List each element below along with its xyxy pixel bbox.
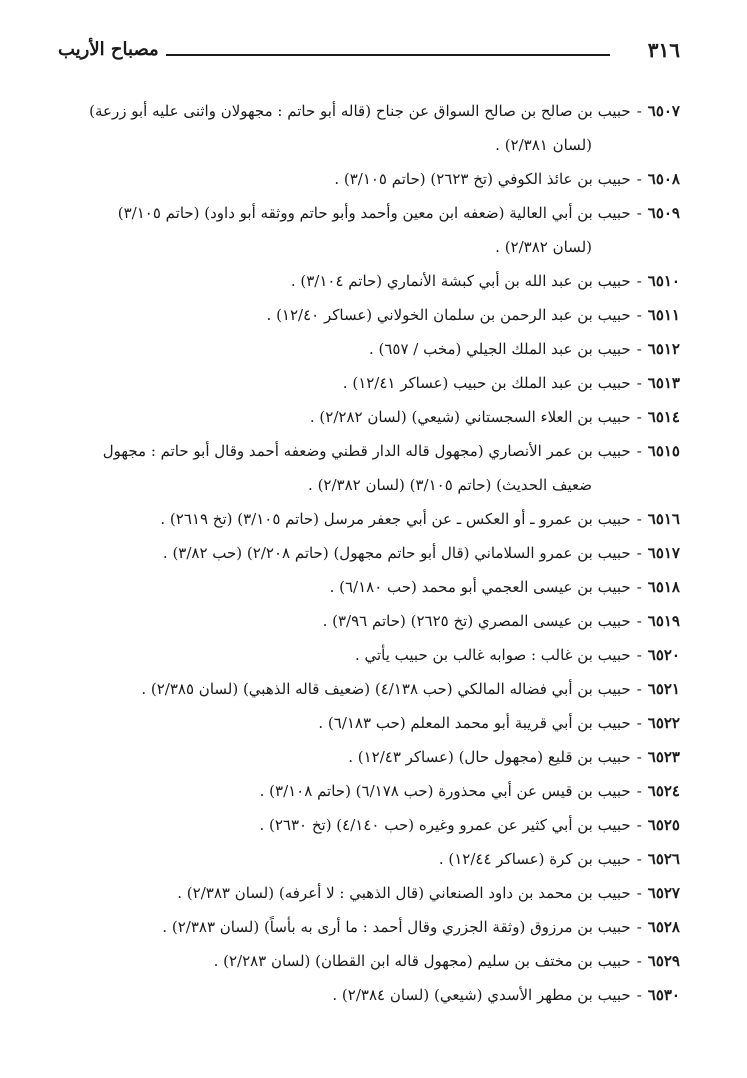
entry-continuation: ضعيف الحديث) (حاتم ٣/١٠٥) (لسان ٢/٣٨٢) .: [308, 476, 592, 494]
entry-number: ٦٥١٢: [647, 340, 680, 358]
entry-text: حبيب بن عبد الملك الجيلي (مخب / ٦٥٧) .: [368, 340, 631, 358]
entry-continuation: (لسان ٢/٣٨٢) .: [495, 238, 592, 256]
entry-item: [58, 978, 680, 1012]
entry-item: [58, 536, 680, 570]
entry-dash: -: [636, 442, 642, 460]
entry-text: حبيب بن مختف بن سليم (مجهول قاله ابن القطان) (لسان ٢/٢٨٣) .: [213, 952, 631, 970]
entry-text: حبيب بن عمرو السلاماني (قال أبو حاتم مجهول) (حاتم ٢/٢٠٨) (حب ٣/٨٢) .: [162, 544, 631, 562]
entry-item: [58, 332, 680, 366]
entry-dash: -: [636, 714, 642, 732]
entry-dash: -: [636, 272, 642, 290]
entry-dash: -: [636, 816, 642, 834]
entry-item: [58, 944, 680, 978]
entry-text: حبيب بن أبي فضاله المالكي (حب ٤/١٣٨) (ضعيف قاله الذهبي) (لسان ٢/٣٨٥) .: [141, 680, 631, 698]
entry-item: [58, 910, 680, 944]
page-number: ٣١٦: [647, 38, 680, 62]
entry-dash: -: [636, 612, 642, 630]
entry-text: حبيب بن قليع (مجهول حال) (عساكر ١٢/٤٣) .: [348, 748, 631, 766]
entry-item: [58, 366, 680, 400]
entry-dash: -: [636, 510, 642, 528]
entry-list: [58, 94, 680, 1012]
entry-dash: -: [636, 952, 642, 970]
entry-number: ٦٥٢٧: [647, 884, 680, 902]
entry-dash: -: [636, 340, 642, 358]
entry-dash: -: [636, 884, 642, 902]
entry-item: [58, 808, 680, 842]
entry-text: حبيب بن العلاء السجستاني (شيعي) (لسان ٢/٢٨٢) .: [309, 408, 631, 426]
entry-number: ٦٥٠٧: [647, 102, 680, 120]
entry-number: ٦٥١٧: [647, 544, 680, 562]
entry-number: ٦٥٢٥: [647, 816, 680, 834]
entry-number: ٦٥١٦: [647, 510, 680, 528]
entry-number: ٦٥٠٨: [647, 170, 680, 188]
entry-text: حبيب بن عمرو ـ أو العكس ـ عن أبي جعفر مرسل (حاتم ٣/١٠٥) (تخ ٢٦١٩) .: [160, 510, 631, 528]
entry-item: [58, 842, 680, 876]
entry-item: [58, 638, 680, 672]
entry-item: [58, 264, 680, 298]
entry-number: ٦٥١٩: [647, 612, 680, 630]
entry-number: ٦٥١٣: [647, 374, 680, 392]
entry-number: ٦٥١٤: [647, 408, 680, 426]
entry-item: [58, 162, 680, 196]
entry-dash: -: [636, 850, 642, 868]
entry-dash: -: [636, 374, 642, 392]
entry-text: حبيب بن كرة (عساكر ١٢/٤٤) .: [438, 850, 631, 868]
entry-text: حبيب بن غالب : صوابه غالب بن حبيب يأتي .: [354, 646, 631, 664]
entry-number: ٦٥٢٤: [647, 782, 680, 800]
entry-item: [58, 706, 680, 740]
entry-text: حبيب بن عبد الله بن أبي كبشة الأنماري (حاتم ٣/١٠٤) .: [290, 272, 631, 290]
entry-dash: -: [636, 578, 642, 596]
entry-text: حبيب بن مطهر الأسدي (شيعي) (لسان ٢/٣٨٤) .: [332, 986, 631, 1004]
entry-item: [58, 774, 680, 808]
entry-text: حبيب بن صالح بن صالح السواق عن جناح (قاله أبو حاتم : مجهولان واثنى عليه أبو زرعة): [89, 102, 631, 120]
entry-number: ٦٥٢٨: [647, 918, 680, 936]
entry-number: ٦٥٢٦: [647, 850, 680, 868]
entry-item: [58, 400, 680, 434]
entry-item: [58, 740, 680, 774]
entry-text: حبيب بن أبي العالية (ضعفه ابن معين وأحمد وأبو حاتم ووثقه أبو داود) (حاتم ٣/١٠٥): [117, 204, 631, 222]
entry-number: ٦٥٠٩: [647, 204, 680, 222]
entry-dash: -: [636, 306, 642, 324]
entry-dash: -: [636, 986, 642, 1004]
entry-item: [58, 196, 680, 264]
entry-number: ٦٥٢٩: [647, 952, 680, 970]
entry-dash: -: [636, 782, 642, 800]
entry-number: ٦٥١٨: [647, 578, 680, 596]
entry-item: [58, 672, 680, 706]
entry-text: حبيب بن عائذ الكوفي (تخ ٢٦٢٣) (حاتم ٣/١٠٥) .: [334, 170, 631, 188]
entry-dash: -: [636, 544, 642, 562]
entry-dash: -: [636, 102, 642, 120]
entry-dash: -: [636, 646, 642, 664]
entry-text: حبيب بن عيسى العجمي أبو محمد (حب ٦/١٨٠) .: [329, 578, 631, 596]
entry-text: حبيب بن عبد الرحمن بن سلمان الخولاني (عساكر ١٢/٤٠) .: [266, 306, 631, 324]
entry-text: حبيب بن أبي قريبة أبو محمد المعلم (حب ٦/١٨٣) .: [318, 714, 631, 732]
entry-dash: -: [636, 204, 642, 222]
entry-number: ٦٥٣٠: [647, 986, 680, 1004]
entry-number: ٦٥١٥: [647, 442, 680, 460]
entry-text: حبيب بن عيسى المصري (تخ ٢٦٢٥) (حاتم ٣/٩٦) .: [322, 612, 631, 630]
entry-number: ٦٥٢٣: [647, 748, 680, 766]
entry-number: ٦٥١٠: [647, 272, 680, 290]
running-title: مصباح الأريب: [58, 39, 159, 60]
entry-number: ٦٥٢٠: [647, 646, 680, 664]
entry-number: ٦٥٢٢: [647, 714, 680, 732]
page-header: [58, 38, 680, 68]
entry-dash: -: [636, 748, 642, 766]
entry-dash: -: [636, 408, 642, 426]
entry-number: ٦٥٢١: [647, 680, 680, 698]
entry-item: [58, 434, 680, 502]
entry-text: حبيب بن أبي كثير عن عمرو وغيره (حب ٤/١٤٠) (تخ ٢٦٣٠) .: [259, 816, 631, 834]
entry-item: [58, 604, 680, 638]
entry-text: حبيب بن عبد الملك بن حبيب (عساكر ١٢/٤١) .: [342, 374, 631, 392]
entry-continuation: (لسان ٢/٣٨١) .: [495, 136, 592, 154]
entry-item: [58, 298, 680, 332]
entry-item: [58, 502, 680, 536]
entry-text: حبيب بن محمد بن داود الصنعاني (قال الذهبي : لا أعرفه) (لسان ٢/٣٨٣) .: [177, 884, 631, 902]
entry-text: حبيب بن قيس عن أبي محذورة (حب ٦/١٧٨) (حاتم ٣/١٠٨) .: [259, 782, 631, 800]
entry-text: حبيب بن مرزوق (وثقة الجزري وقال أحمد : ما أرى به بأساً) (لسان ٢/٣٨٣) .: [162, 918, 631, 936]
entry-dash: -: [636, 680, 642, 698]
entry-dash: -: [636, 170, 642, 188]
entry-dash: -: [636, 918, 642, 936]
header-rule: [166, 54, 610, 56]
entry-number: ٦٥١١: [647, 306, 680, 324]
entry-item: [58, 570, 680, 604]
entry-item: [58, 876, 680, 910]
entry-item: [58, 94, 680, 162]
entry-text: حبيب بن عمر الأنصاري (مجهول قاله الدار قطني وضعفه أحمد وقال أبو حاتم : مجهول: [102, 442, 631, 460]
